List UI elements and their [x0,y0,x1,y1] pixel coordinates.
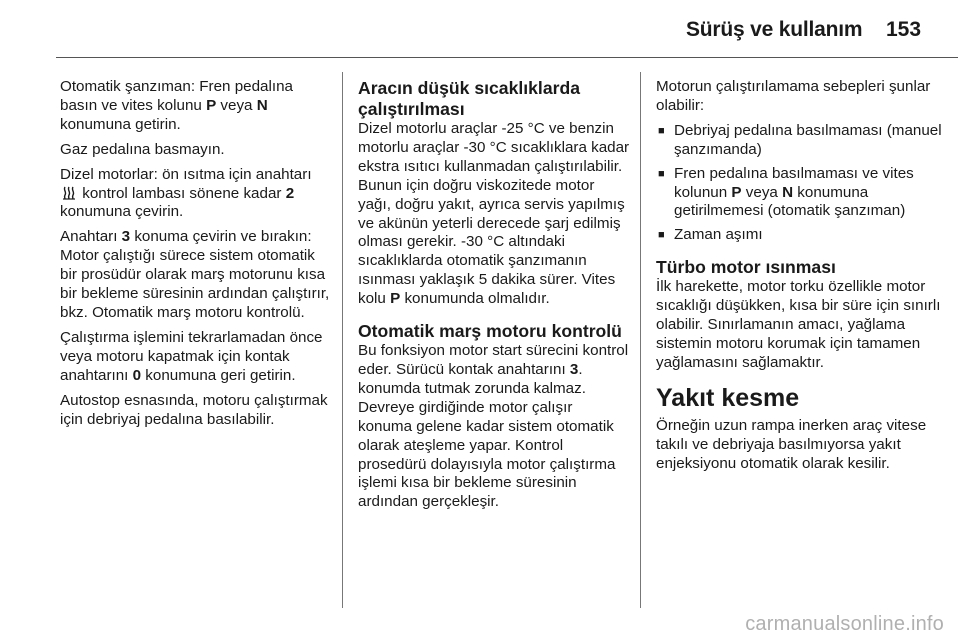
column-1 [60,78,332,435]
heading-auto-starter: Otomatik marş motoru kontrolü [358,321,622,342]
glow-plug-icon [62,186,76,200]
heading-cold-start: Aracın düşük sıcaklıklarda çalıştırılması [358,78,580,119]
bullet-list [656,122,956,245]
paragraph-diesel-preheat: Dizel motorlar: ön ısıtma için anahtarı kontrol lambası sönene kadar 2 konumuna çevirin. [60,165,312,221]
paragraph-auto-starter: Bu fonksiyon motor start sürecini kontrol eder. Sürücü kontak anahtarını 3. konumda tutmak zorunda kalmaz. Devreye girdiğinde motor çalışır konuma gelene kadar sistem otomatik olarak ateşleme yapar. Kontrol prosedürü dolayısıyla motor çalıştırma işlemi kısa bir bekleme süresinin ardından gerçekleşir. [358,342,629,511]
paragraph-no-accelerator: Gaz pedalına basmayın. [60,140,225,158]
column-divider-1 [342,72,343,608]
paragraph-automatic-gearbox: Otomatik şanzıman: Fren pedalına basın ve vites kolunu P veya N konumuna getirin. [60,78,293,133]
paragraph-repeat-start: Çalıştırma işlemini tekrarlamadan önce veya motoru kapatmak için kontak anahtarını 0 konumuna geri getirin. [60,328,323,384]
column-divider-2 [640,72,641,608]
header-rule [56,57,958,58]
page-title: Sürüş ve kullanım [686,18,863,41]
paragraph-start-failure: Motorun çalıştırılamama sebepleri şunlar olabilir: [656,78,931,114]
heading-fuel-cut: Yakıt kesme [656,383,800,412]
watermark: carmanualsonline.info [745,613,944,635]
paragraph-cold-start: Dizel motorlu araçlar -25 °C ve benzin motorlu araçlar -30 °C sıcaklıklara kadar ekstra ısıtıcı kullanmadan çalıştırılabilir. Bunun için doğru viskozitede motor yağı, doğru yakıt, ayrıca servis yapılmış ve akünün yeterli derecede şarj edilmiş olması gerekir. -30 °C altındaki sıcaklıklarda otomatik şanzımanın ısınması yaklaşık 5 dakika sürer. Vites kolu P konumunda olmalıdır. [358,120,630,308]
list-item: ■ Zaman aşımı [656,226,956,245]
paragraph-autostop: Autostop esnasında, motoru çalıştırmak için debriyaj pedalına basılabilir. [60,391,328,428]
heading-turbo-warmup: Türbo motor ısınması [656,257,836,278]
paragraph-turn-key: Anahtarı 3 konuma çevirin ve bırakın: Motor çalıştığı sürece sistem otomatik bir prosüdür olarak marş motorunu kısa bir bekleme süresinin ardından çalıştırır, bkz. Otomatik marş motoru kontrolü. [60,228,330,321]
paragraph-fuel-cut: Örneğin uzun rampa inerken araç vitese takılı ve debriyaja basılmıyorsa yakıt enjeksiyonu otomatik olarak kesilir. [656,416,927,472]
list-item: ■ Fren pedalına basılmaması ve vites kolunun P veya N konumuna getirilmemesi (otomatik şanzıman) [656,165,956,222]
column-2 [358,78,630,518]
list-item: ■ Debriyaj pedalına basılmaması (manuel şanzımanda) [656,122,956,160]
paragraph-turbo-warmup: İlk harekette, motor torku özellikle motor sıcaklığı düşükken, kısa bir süre için sınırlı olabilir. Sınırlamanın amacı, yağlama sistemin motoru korumak için tamamen yağlamasını sağlamaktır. [656,278,941,371]
page-number: 153 [886,18,922,41]
column-3 [656,78,956,480]
